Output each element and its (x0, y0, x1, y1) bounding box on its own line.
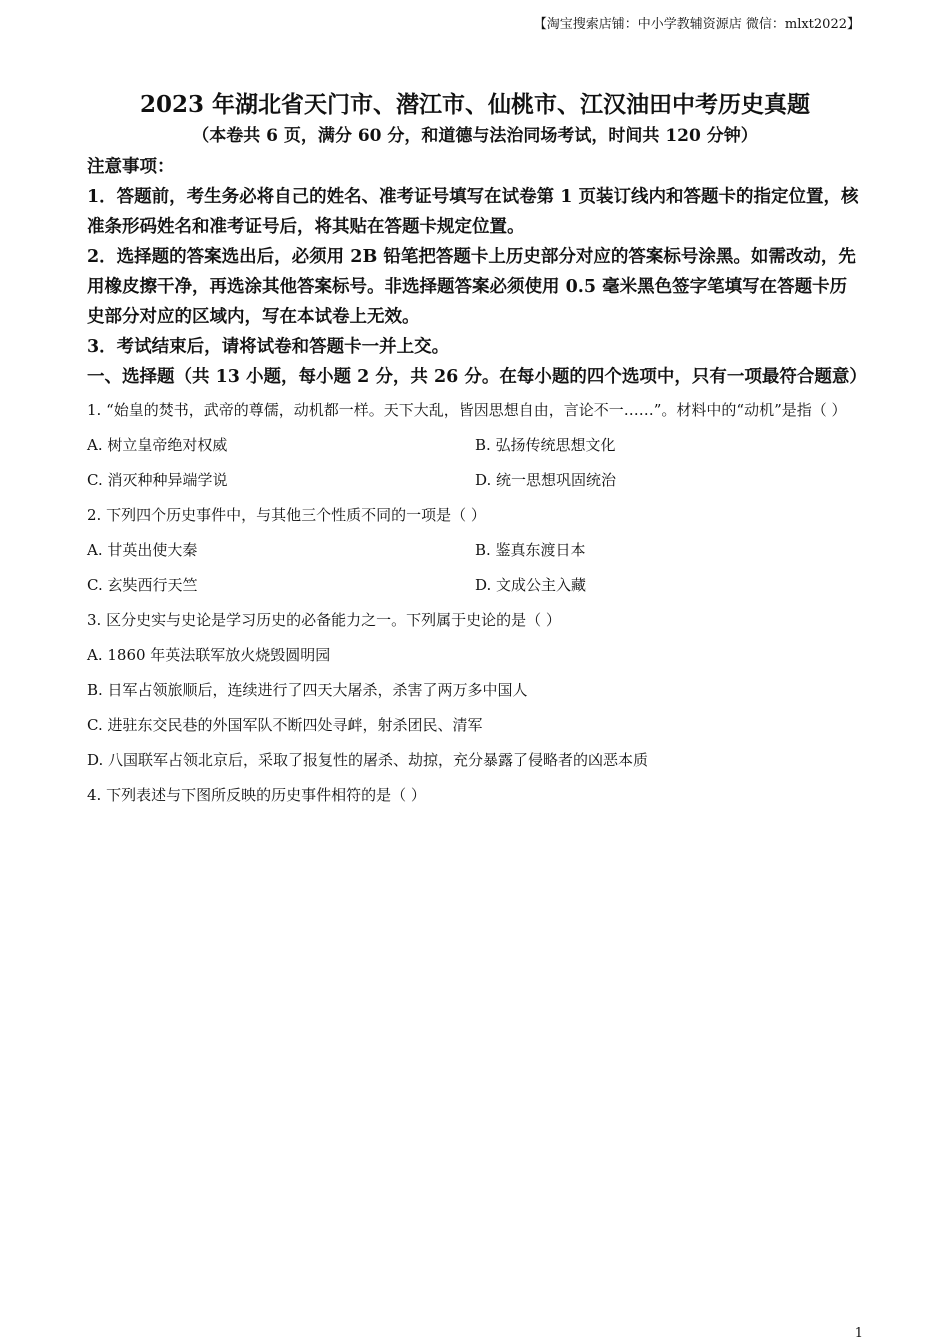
question-4-text: 4. 下列表述与下图所反映的历史事件相符的是（ ） (87, 786, 426, 804)
question-2-option-c[interactable]: C. 玄奘西行天竺 (87, 576, 198, 594)
question-1-option-a[interactable]: A. 树立皇帝绝对权威 (87, 436, 228, 454)
question-2-options (87, 533, 863, 603)
question-3-option-b[interactable]: B. 日军占领旅顺后，连续进行了四天大屠杀，杀害了两万多中国人 (87, 681, 528, 699)
question-1-options (87, 428, 863, 498)
exam-title: 2023 年湖北省天门市、潜江市、仙桃市、江汉油田中考历史真题 (139, 91, 811, 118)
notice-item-3: 3．考试结束后，请将试卷和答题卡一并上交。 (87, 337, 450, 357)
question-3-option-a[interactable]: A. 1860 年英法联军放火烧毁圆明园 (87, 646, 331, 664)
notice-heading: 注意事项： (87, 157, 175, 177)
question-3-text: 3. 区分史实与史论是学习历史的必备能力之一。下列属于史论的是（ ） (87, 611, 561, 629)
question-2-option-d[interactable]: D. 文成公主入藏 (475, 576, 587, 594)
question-1-option-b[interactable]: B. 弘扬传统思想文化 (475, 436, 616, 454)
question-1-text: 1. “始皇的焚书，武帝的尊儒，动机都一样。天下大乱，皆因思想自由，言论不一……”。材料中的“动机”是指（ ） (87, 401, 847, 419)
question-1 (87, 392, 863, 498)
exam-page (87, 88, 867, 813)
question-3-option-c[interactable]: C. 进驻东交民巷的外国军队不断四处寻衅，射杀团民、清军 (87, 716, 483, 734)
question-2-text: 2. 下列四个历史事件中，与其他三个性质不同的一项是（ ） (87, 506, 486, 524)
exam-subtitle: （本卷共 6 页，满分 60 分，和道德与法治同场考试，时间共 120 分钟） (192, 126, 758, 146)
question-3-option-d[interactable]: D. 八国联军占领北京后，采取了报复性的屠杀、劫掠，充分暴露了侵略者的凶恶本质 (87, 751, 649, 769)
question-1-option-d[interactable]: D. 统一思想巩固统治 (475, 471, 617, 489)
question-2-option-a[interactable]: A. 甘英出使大秦 (87, 541, 198, 559)
question-2-option-b[interactable]: B. 鉴真东渡日本 (475, 541, 586, 559)
page-number: 1 (854, 1326, 863, 1341)
notice-item-2: 2．选择题的答案选出后，必须用 2B 铅笔把答题卡上历史部分对应的答案标号涂黑。如需改动，先用橡皮擦干净，再选涂其他答案标号。非选择题答案必须使用 0.5 毫米黑色签字笔填写在答题卡历史部分对应的区域内，写在本试卷上无效。 (87, 247, 856, 327)
header-note: 【淘宝搜索店铺：中小学教辅资源店 微信：mlxt2022】 (533, 17, 860, 32)
question-3 (87, 603, 863, 778)
section-heading: 一、选择题（共 13 小题，每小题 2 分，共 26 分。在每小题的四个选项中，只有一项最符合题意） (87, 367, 867, 387)
question-1-option-c[interactable]: C. 消灭种种异端学说 (87, 471, 228, 489)
notice-item-1: 1．答题前，考生务必将自己的姓名、准考证号填写在试卷第 1 页装订线内和答题卡的指定位置，核准条形码姓名和准考证号后，将其贴在答题卡规定位置。 (87, 187, 859, 237)
question-2 (87, 498, 863, 603)
question-4 (87, 778, 863, 813)
